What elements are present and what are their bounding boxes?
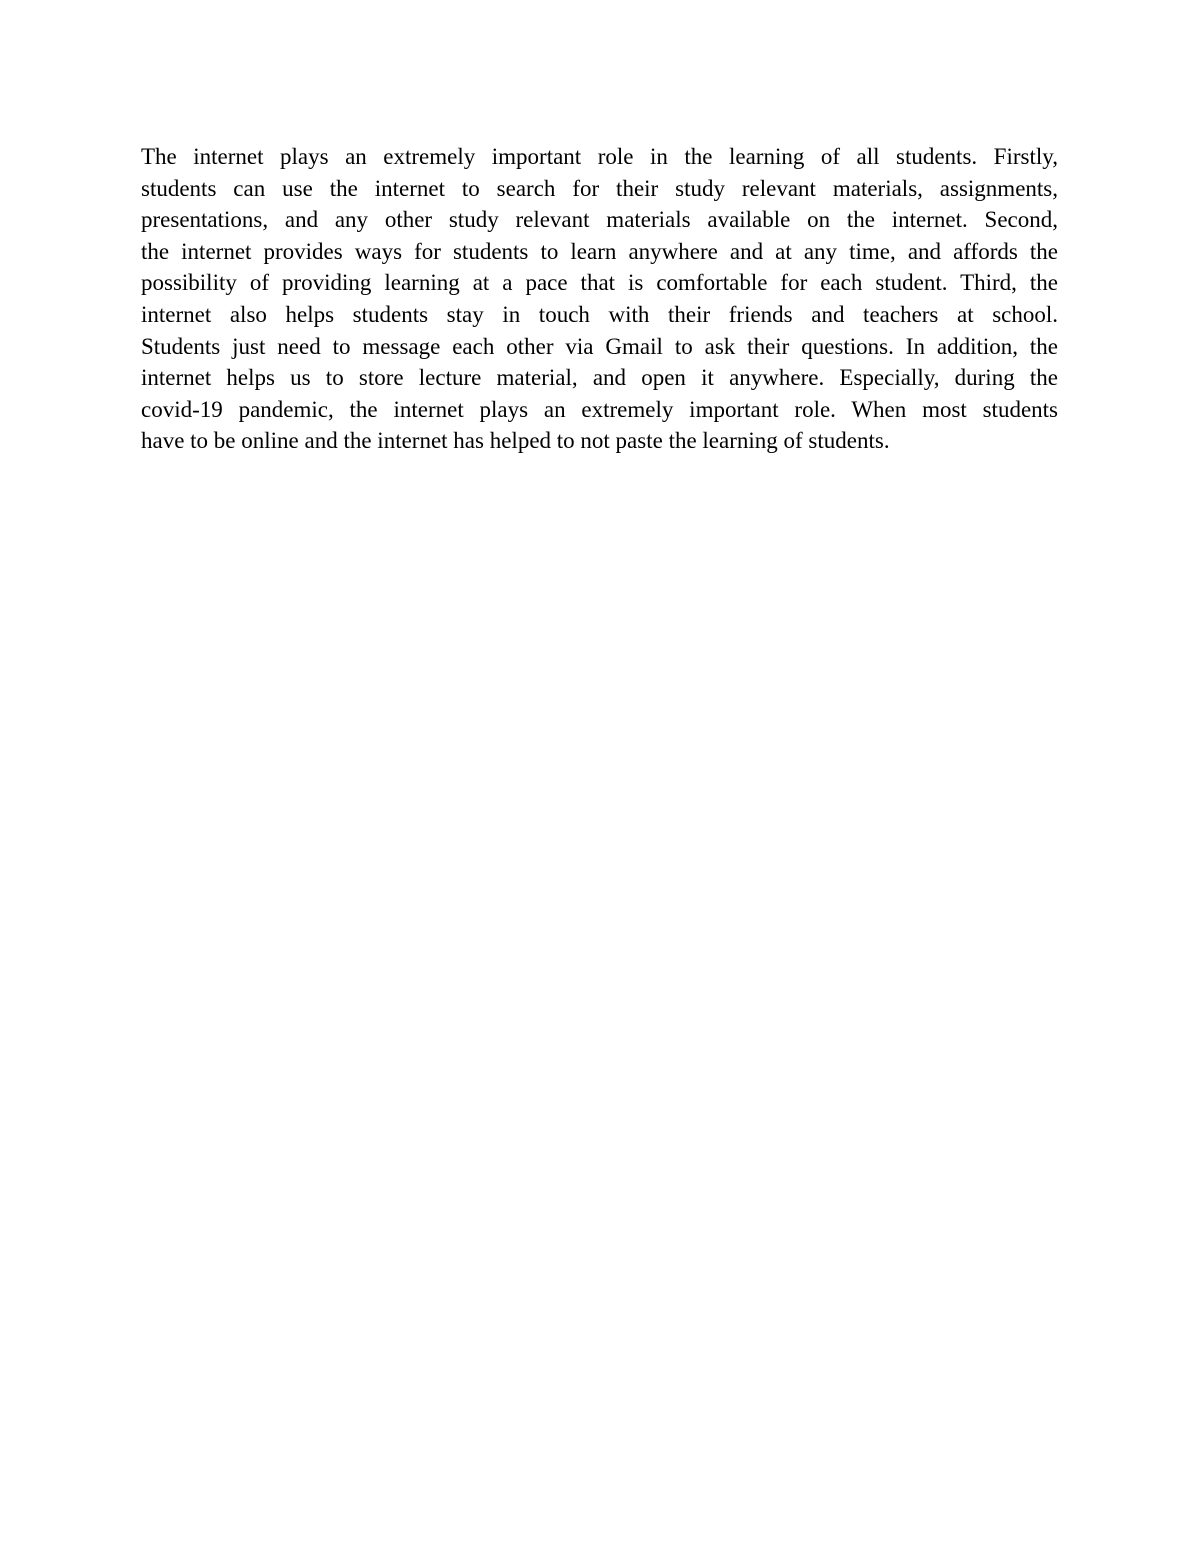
paragraph-line: presentations, and any other study relevant materials available on the internet. Second,: [141, 207, 1058, 233]
paragraph-line: students can use the internet to search for their study relevant materials, assignments,: [141, 175, 1058, 201]
paragraph-line: possibility of providing learning at a pace that is comfortable for each student. Third, the: [141, 270, 1058, 296]
paragraph-line: the internet provides ways for students to learn anywhere and at any time, and affords the: [141, 238, 1058, 264]
paragraph-line: internet also helps students stay in touch with their friends and teachers at school.: [141, 301, 1058, 327]
paragraph-line: covid-19 pandemic, the internet plays an extremely important role. When most students: [141, 396, 1058, 422]
paragraph-line: internet helps us to store lecture material, and open it anywhere. Especially, during the: [141, 365, 1058, 391]
body-paragraph: [141, 141, 1058, 457]
paragraph-line: Students just need to message each other via Gmail to ask their questions. In addition, the: [141, 333, 1058, 359]
paragraph-line: have to be online and the internet has helped to not paste the learning of students.: [141, 428, 890, 454]
paragraph-line: The internet plays an extremely important role in the learning of all students. Firstly,: [141, 144, 1058, 169]
